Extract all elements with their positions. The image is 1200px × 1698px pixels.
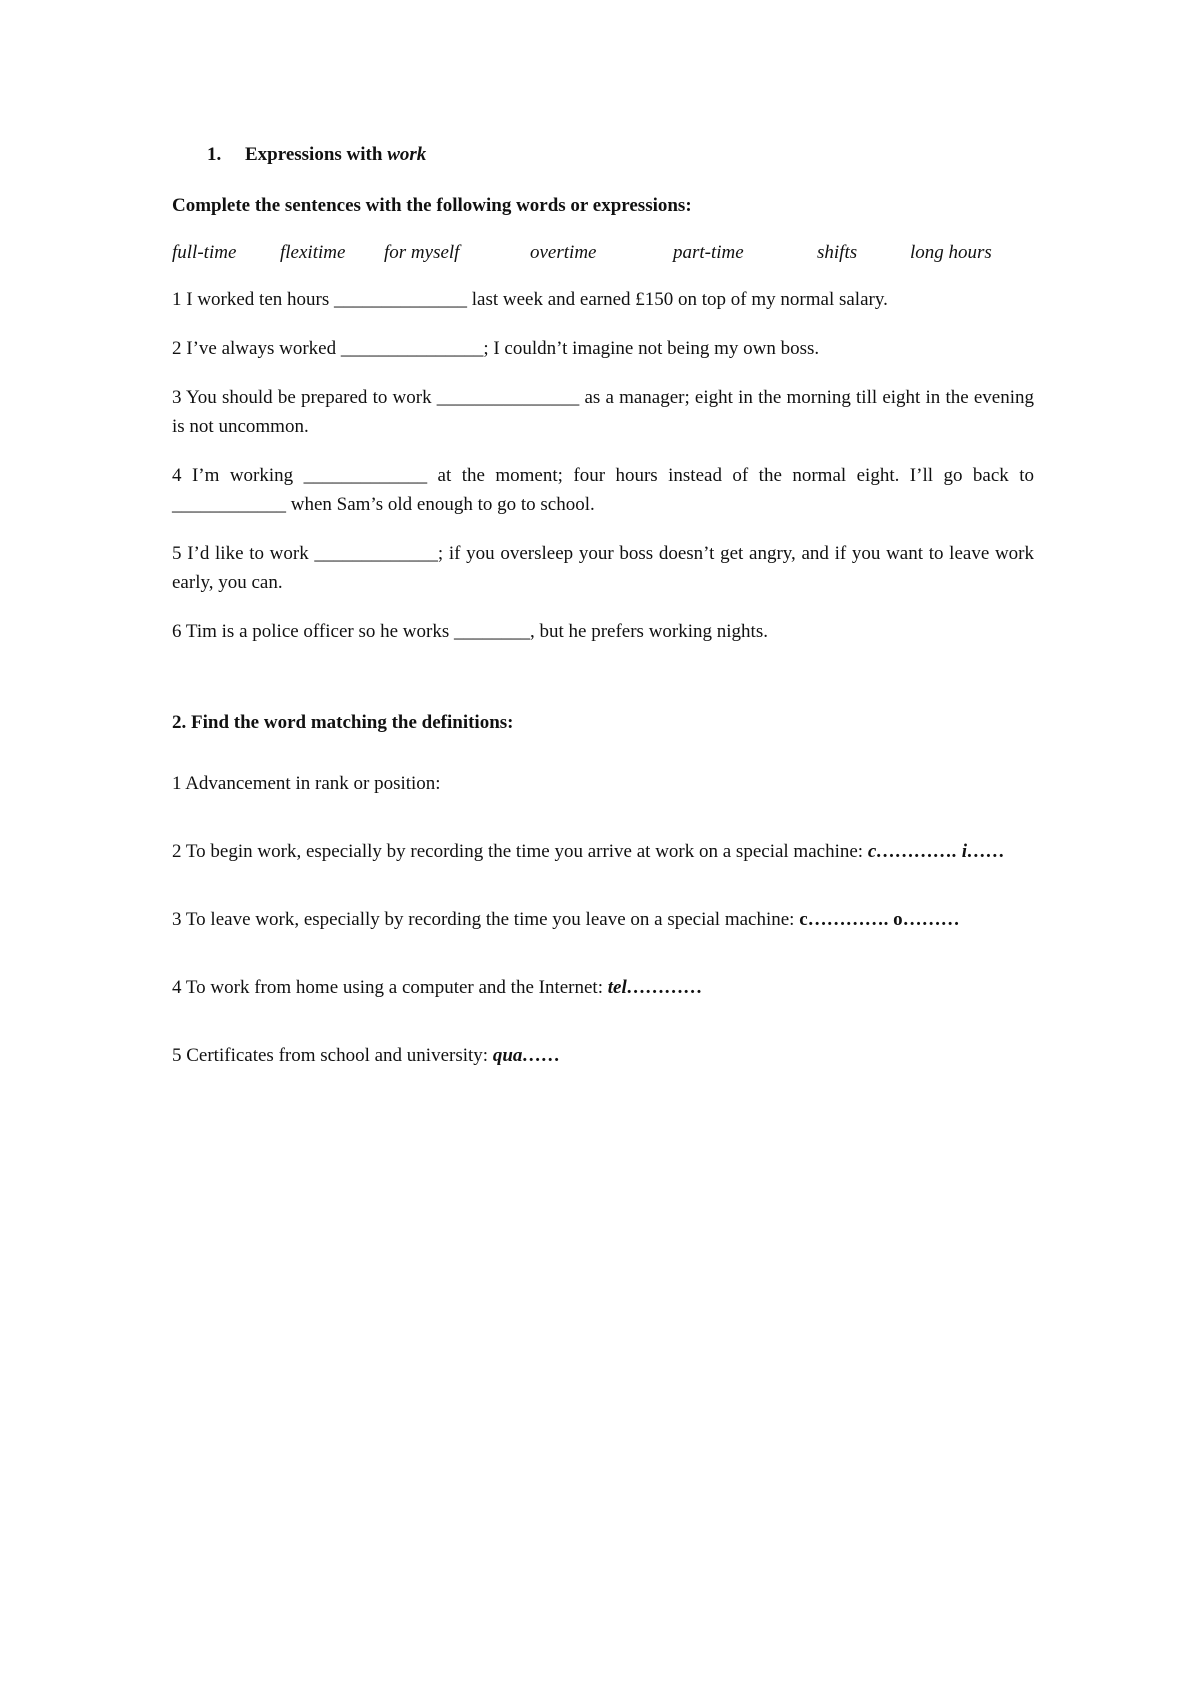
word-bank-item: full-time (172, 242, 237, 263)
definition-hint: tel………… (607, 977, 703, 998)
section1-title-prefix: Expressions with (245, 144, 388, 165)
definition-hint: qua…… (492, 1045, 561, 1066)
section1-number: 1. (207, 144, 222, 165)
word-bank-item: shifts (817, 242, 858, 263)
definition-text: 3 To leave work, especially by recording the time you leave on a special machine: (172, 909, 795, 930)
exercise-sentence: 5 I’d like to work _____________; if you oversleep your boss doesn’t get angry, and if you want to leave work early, you can. (172, 543, 1034, 593)
definition-hint: c…………. i…… (867, 841, 1006, 862)
word-bank-item: for myself (384, 242, 460, 263)
definition-item (172, 833, 1034, 871)
definition-item (172, 765, 1034, 803)
word-bank-item: overtime (530, 242, 597, 263)
definition-item (172, 969, 1034, 1007)
section-spacer (172, 666, 1034, 708)
section1-heading (172, 140, 1034, 169)
exercise-sentence: 2 I’ve always worked _______________; I couldn’t imagine not being my own boss. (172, 338, 820, 359)
exercise-sentence: 1 I worked ten hours ______________ last week and earned £150 on top of my normal salary. (172, 289, 888, 310)
exercise-sentence: 4 I’m working _____________ at the moment; four hours instead of the normal eight. I’ll go back to ____________ when Sam’s old enough to go to school. (172, 465, 1034, 515)
definition-text: 5 Certificates from school and university: (172, 1045, 489, 1066)
section1-instructions: Complete the sentences with the following words or expressions: (172, 195, 692, 216)
definition-text: 1 Advancement in rank or position: (172, 773, 441, 794)
word-bank (172, 238, 1034, 267)
worksheet-content (172, 140, 1034, 1105)
exercise-sentence: 6 Tim is a police officer so he works ________, but he prefers working nights. (172, 621, 768, 642)
exercise-sentence: 3 You should be prepared to work _______________ as a manager; eight in the morning till eight in the evening is not uncommon. (172, 387, 1034, 437)
section2-heading: 2. Find the word matching the definitions: (172, 712, 514, 733)
section1-title-keyword: work (387, 144, 427, 165)
word-bank-item: long hours (910, 242, 992, 263)
definition-item (172, 1037, 1034, 1075)
definition-item (172, 901, 1034, 939)
section1-title (245, 144, 426, 165)
definition-text: 4 To work from home using a computer and the Internet: (172, 977, 603, 998)
word-bank-item: flexitime (280, 242, 346, 263)
word-bank-item: part-time (673, 242, 744, 263)
definition-text: 2 To begin work, especially by recording the time you arrive at work on a special machine: (172, 841, 864, 862)
definition-hint: c…………. o……… (799, 909, 960, 930)
